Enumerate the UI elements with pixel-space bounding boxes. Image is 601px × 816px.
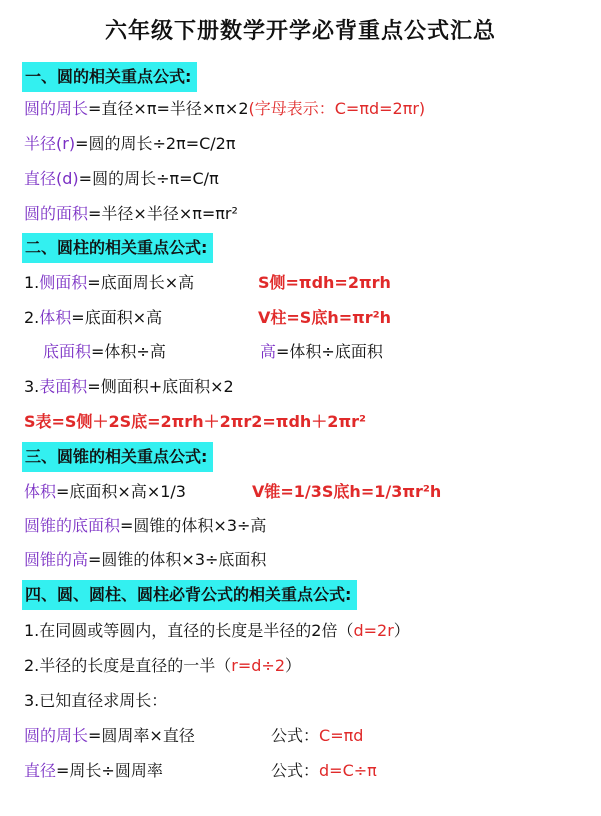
term: 圆的面积 — [24, 204, 89, 223]
formula-text: =周长÷圆周率 — [56, 761, 163, 780]
letter-formula: S表=S侧＋2S底=2πrh＋2πr2=πdh＋2πr² — [24, 412, 366, 431]
term: 圆锥的底面积 — [24, 516, 121, 535]
statement-text: 半径的长度是直径的一半（ — [39, 656, 232, 675]
letter-formula: (字母表示：C=πd=2πr) — [248, 99, 426, 118]
formula-right — [271, 725, 363, 747]
term: 半径(r) — [24, 134, 76, 153]
formula-text: =圆锥的体积×3÷底面积 — [88, 550, 267, 569]
formula-text: =底面周长×高 — [87, 273, 195, 292]
formula-line — [24, 515, 266, 537]
formula-line — [24, 133, 236, 155]
formula-line — [24, 620, 410, 642]
formula-line — [24, 376, 234, 398]
term: 体积 — [24, 482, 57, 501]
formula-label: 公式： — [271, 761, 320, 780]
statement-tail: ） — [393, 621, 410, 640]
letter-formula — [252, 481, 441, 503]
formula-text: =底面积×高×1/3 — [56, 482, 186, 501]
page-title: 六年级下册数学开学必背重点公式汇总 — [104, 19, 496, 44]
formula-text: =半径×半径×π=πr² — [88, 204, 238, 223]
item-number: 1. — [24, 273, 40, 292]
formula-line — [24, 549, 266, 571]
letter-formula: C=πd — [319, 726, 364, 745]
term: 直径 — [24, 761, 57, 780]
letter-formula: r=d÷2 — [231, 656, 286, 675]
item-number: 2. — [24, 308, 40, 327]
formula-line-right — [260, 341, 383, 363]
section-heading-cone: 三、圆锥的相关重点公式: — [22, 442, 213, 472]
term: 高 — [260, 342, 277, 361]
formula-line — [24, 725, 195, 747]
formula-line — [24, 655, 301, 677]
letter-formula-text: S侧=πdh=2πrh — [258, 273, 391, 292]
formula-line — [24, 690, 167, 712]
formula-line — [43, 341, 166, 363]
formula-label: 公式： — [271, 726, 320, 745]
formula-text: =圆周率×直径 — [88, 726, 195, 745]
letter-formula-text: V锥=1/3S底h=1/3πr²h — [252, 482, 442, 501]
letter-formula: d=C÷π — [319, 761, 377, 780]
section-heading-summary: 四、圆、圆柱、圆柱必背公式的相关重点公式: — [22, 580, 357, 610]
term: 圆的周长 — [24, 726, 89, 745]
letter-formula — [258, 307, 391, 329]
term: 表面积 — [39, 377, 88, 396]
letter-formula: d=2r — [353, 621, 394, 640]
statement-text: 在同圆或等圆内，直径的长度是半径的2倍（ — [39, 621, 354, 640]
statement-text: 已知直径求周长： — [39, 691, 168, 710]
formula-text: =直径×π=半径×π×2 — [88, 99, 249, 118]
item-number: 1. — [24, 621, 40, 640]
term: 直径(d) — [24, 169, 79, 188]
letter-formula — [258, 272, 391, 294]
letter-formula-text: V柱=S底h=πr²h — [258, 308, 392, 327]
item-number: 3. — [24, 377, 40, 396]
formula-line — [24, 203, 238, 225]
formula-text: =圆的周长÷2π=C/2π — [75, 134, 236, 153]
item-number: 3. — [24, 691, 40, 710]
formula-right — [271, 760, 377, 782]
formula-text: =体积÷底面积 — [276, 342, 383, 361]
formula-line — [24, 760, 163, 782]
term: 圆的周长 — [24, 99, 89, 118]
section-heading-circle: 一、圆的相关重点公式: — [22, 62, 197, 92]
term: 侧面积 — [39, 273, 88, 292]
term: 体积 — [39, 308, 72, 327]
formula-line — [24, 481, 186, 503]
formula-text: =圆的周长÷π=C/π — [78, 169, 219, 188]
statement-tail: ） — [285, 656, 302, 675]
term: 底面积 — [43, 342, 92, 361]
term: 圆锥的高 — [24, 550, 89, 569]
section-heading-cylinder: 二、圆柱的相关重点公式: — [22, 233, 213, 263]
formula-line — [24, 98, 425, 120]
formula-line — [24, 168, 219, 190]
formula-line — [24, 411, 366, 433]
formula-text: =体积÷高 — [91, 342, 166, 361]
formula-line — [24, 307, 162, 329]
item-number: 2. — [24, 656, 40, 675]
formula-text: =底面积×高 — [71, 308, 163, 327]
formula-text: =圆锥的体积×3÷高 — [120, 516, 267, 535]
formula-text: =侧面积+底面积×2 — [87, 377, 234, 396]
formula-line — [24, 272, 194, 294]
